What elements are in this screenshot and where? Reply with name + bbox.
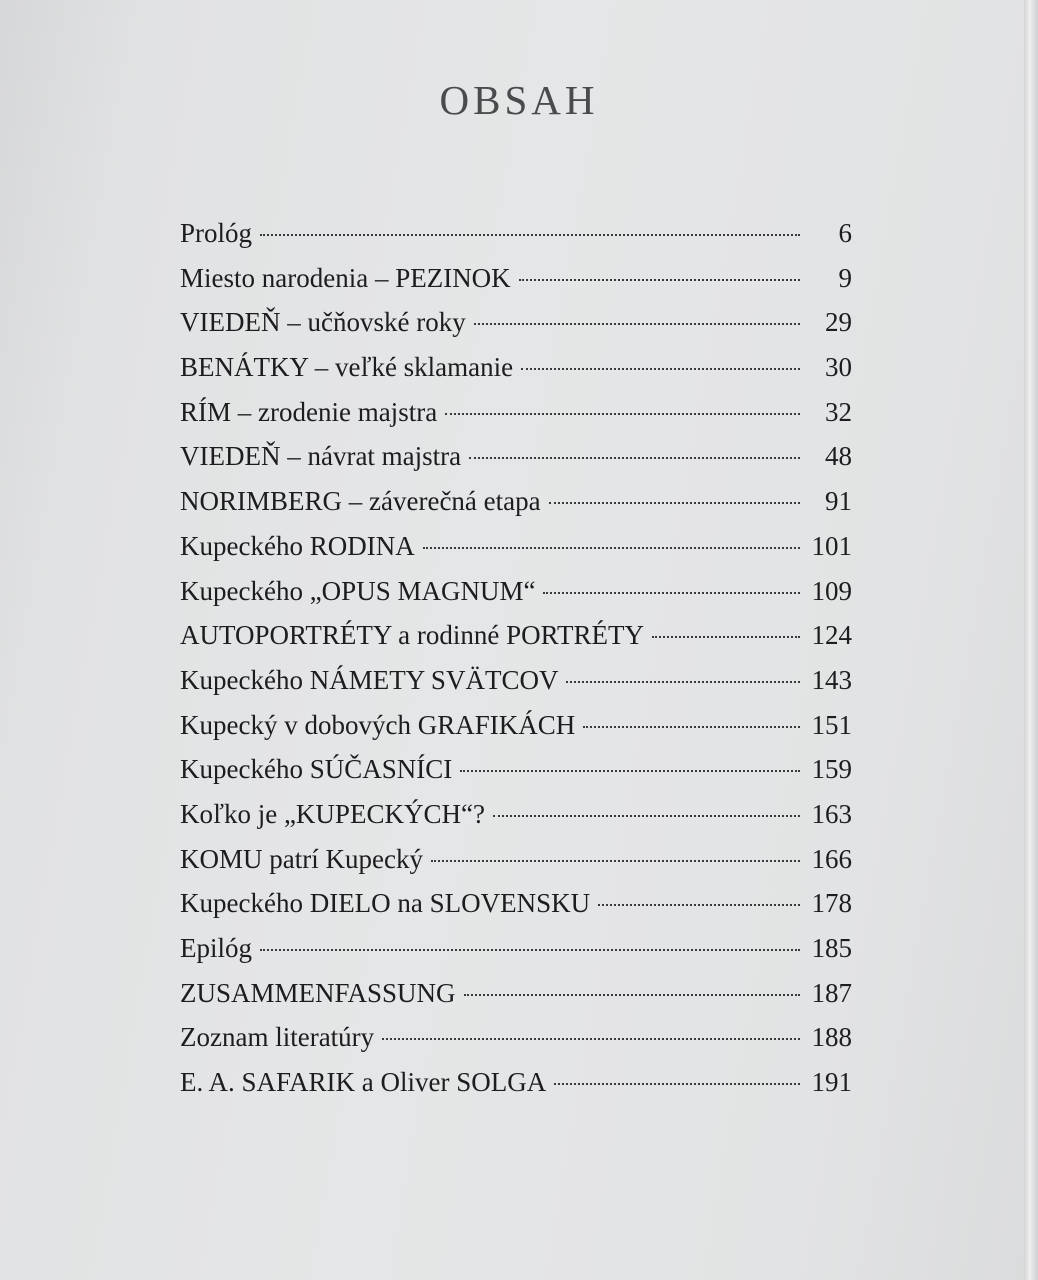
toc-dot-leader bbox=[554, 1083, 800, 1085]
toc-page-number: 91 bbox=[825, 486, 852, 517]
toc-page-number: 166 bbox=[811, 843, 852, 874]
toc-entry bbox=[180, 576, 852, 621]
toc-entry bbox=[180, 933, 852, 978]
toc-entry bbox=[180, 799, 852, 844]
toc-dot-leader bbox=[469, 457, 800, 459]
toc-page-number: 187 bbox=[811, 977, 852, 1008]
toc-dot-leader bbox=[543, 592, 800, 594]
toc-entry-label: KOMU patrí Kupecký bbox=[180, 843, 423, 874]
table-of-contents bbox=[180, 218, 852, 1112]
toc-entry-label: Kupeckého RODINA bbox=[180, 530, 415, 561]
toc-page-number: 9 bbox=[838, 262, 852, 293]
toc-entry bbox=[180, 844, 852, 889]
toc-entry bbox=[180, 1022, 852, 1067]
toc-entry-label: Prológ bbox=[180, 218, 253, 248]
toc-entry-label: E. A. SAFARIK a Oliver SOLGA bbox=[180, 1067, 547, 1098]
toc-dot-leader bbox=[566, 681, 800, 683]
toc-entry-label: ZUSAMMENFASSUNG bbox=[180, 977, 456, 1008]
toc-dot-leader bbox=[493, 815, 800, 817]
toc-page-number: 30 bbox=[825, 352, 852, 383]
toc-entry-label: Epilóg bbox=[180, 933, 252, 963]
toc-entry bbox=[180, 218, 852, 263]
toc-entry bbox=[180, 307, 852, 352]
toc-page-number: 191 bbox=[811, 1067, 852, 1098]
toc-dot-leader bbox=[652, 636, 800, 638]
toc-page-number: 143 bbox=[811, 664, 852, 695]
toc-entry-label: Miesto narodenia – PEZINOK bbox=[180, 262, 511, 293]
toc-dot-leader bbox=[382, 1038, 800, 1040]
toc-page-number: 178 bbox=[811, 888, 852, 919]
toc-dot-leader bbox=[598, 904, 800, 906]
toc-page-number: 109 bbox=[811, 575, 852, 606]
toc-dot-leader bbox=[260, 234, 800, 236]
toc-dot-leader bbox=[260, 949, 800, 951]
toc-page-number: 48 bbox=[825, 441, 852, 472]
toc-entry bbox=[180, 888, 852, 933]
toc-page-number: 6 bbox=[838, 218, 852, 248]
toc-entry-label: VIEDEŇ – učňovské roky bbox=[180, 307, 466, 338]
toc-dot-leader bbox=[460, 770, 800, 772]
toc-page-number: 163 bbox=[811, 798, 852, 829]
toc-entry-label: AUTOPORTRÉTY a rodinné PORTRÉTY bbox=[180, 620, 644, 651]
toc-entry bbox=[180, 486, 852, 531]
toc-entry-label: NORIMBERG – záverečná etapa bbox=[180, 486, 541, 517]
toc-dot-leader bbox=[431, 860, 800, 862]
toc-dot-leader bbox=[521, 368, 800, 370]
toc-page-number: 32 bbox=[825, 396, 852, 427]
toc-dot-leader bbox=[519, 279, 800, 281]
toc-entry-label: Kupecký v dobových GRAFIKÁCH bbox=[180, 709, 576, 740]
toc-entry bbox=[180, 710, 852, 755]
toc-entry-label: Kupeckého SÚČASNÍCI bbox=[180, 754, 453, 785]
toc-entry-label: Kupeckého „OPUS MAGNUM“ bbox=[180, 575, 536, 606]
toc-page-number: 151 bbox=[811, 709, 852, 740]
toc-entry bbox=[180, 754, 852, 799]
toc-dot-leader bbox=[464, 994, 800, 996]
toc-dot-leader bbox=[423, 547, 800, 549]
toc-dot-leader bbox=[583, 726, 800, 728]
page-edge bbox=[1024, 0, 1038, 1280]
toc-page-number: 29 bbox=[825, 307, 852, 338]
toc-dot-leader bbox=[474, 323, 800, 325]
toc-page-number: 185 bbox=[811, 933, 852, 963]
toc-page-number: 188 bbox=[811, 1022, 852, 1053]
toc-entry bbox=[180, 1067, 852, 1112]
toc-dot-leader bbox=[549, 502, 800, 504]
toc-entry-label: BENÁTKY – veľké sklamanie bbox=[180, 352, 514, 383]
toc-entry bbox=[180, 352, 852, 397]
toc-entry bbox=[180, 441, 852, 486]
toc-dot-leader bbox=[445, 413, 800, 415]
toc-entry bbox=[180, 665, 852, 710]
toc-entry bbox=[180, 397, 852, 442]
page-title: OBSAH bbox=[439, 77, 599, 123]
toc-entry-label: Koľko je „KUPECKÝCH“? bbox=[180, 798, 485, 829]
toc-entry bbox=[180, 263, 852, 308]
toc-entry-label: Zoznam literatúry bbox=[180, 1022, 375, 1053]
toc-page-number: 124 bbox=[811, 620, 852, 651]
toc-entry-label: Kupeckého NÁMETY SVÄTCOV bbox=[180, 664, 559, 695]
toc-page-number: 159 bbox=[811, 754, 852, 785]
toc-page-number: 101 bbox=[811, 530, 852, 561]
toc-entry bbox=[180, 620, 852, 665]
toc-entry bbox=[180, 978, 852, 1023]
toc-entry-label: RÍM – zrodenie majstra bbox=[180, 396, 438, 427]
toc-entry-label: VIEDEŇ – návrat majstra bbox=[180, 441, 462, 472]
toc-entry-label: Kupeckého DIELO na SLOVENSKU bbox=[180, 888, 591, 919]
toc-entry bbox=[180, 531, 852, 576]
